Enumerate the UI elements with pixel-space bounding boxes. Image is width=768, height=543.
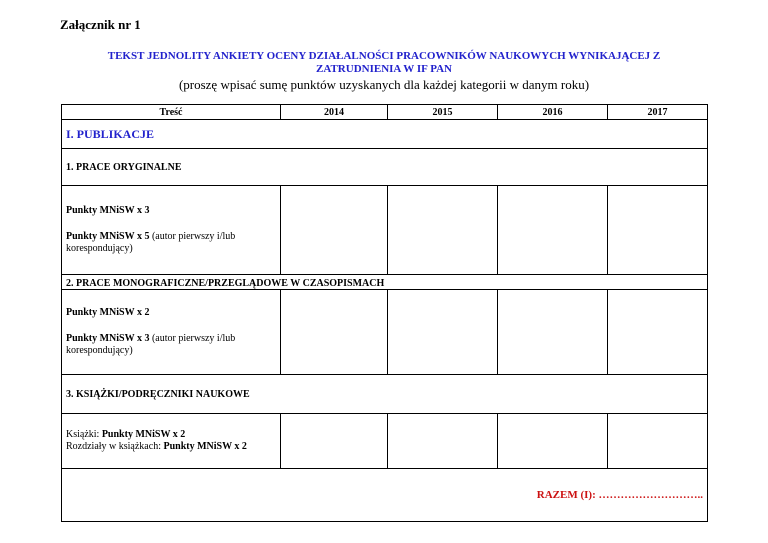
column-header-2015: 2015 [388,105,498,120]
books-2017-cell[interactable] [608,414,708,469]
monographic-points-label [62,290,281,375]
total-label: RAZEM (I): ……………………….. [536,489,703,501]
form-title [60,50,708,76]
monographic-points-row [62,290,708,375]
books-2014-cell[interactable] [281,414,388,469]
books-points-bold: Punkty MNiSW x 2 [101,429,186,440]
original-2017-cell[interactable] [608,186,708,275]
subsection-books-row [62,375,708,414]
column-header-2014: 2014 [281,105,388,120]
subsection-original-row [62,149,708,186]
column-header-content: Treść [62,105,281,120]
section-publications-row [62,120,708,149]
books-prefix: Książki: [66,429,102,440]
books-points-line-2 [66,441,276,453]
monographic-points-line-2-bold: Punkty MNiSW x 3 [66,333,150,344]
monographic-2017-cell[interactable] [608,290,708,375]
monographic-points-line-2 [66,333,276,357]
chapters-points-bold: Punkty MNiSW x 2 [163,441,247,452]
survey-table [61,104,708,522]
monographic-2016-cell[interactable] [498,290,608,375]
subsection-books-title: 3. KSIĄŻKI/PODRĘCZNIKI NAUKOWE [62,375,708,414]
original-points-line-1: Punkty MNiSW x 3 [66,205,150,216]
original-points-line-2-bold: Punkty MNiSW x 5 [66,231,150,242]
books-points-label [62,414,281,469]
original-2016-cell[interactable] [498,186,608,275]
section-publications-title: I. PUBLIKACJE [62,120,708,149]
form-subtitle: (proszę wpisać sumę punktów uzyskanych dla każdej kategorii w danym roku) [178,77,590,92]
original-points-label [62,186,281,275]
annex-label: Załącznik nr 1 [60,17,141,32]
chapters-prefix: Rozdziały w książkach: [66,441,164,452]
books-2015-cell[interactable] [388,414,498,469]
original-points-line-2-rest: (autor pierwszy i/lub korespondujący) [66,231,236,254]
original-2015-cell[interactable] [388,186,498,275]
monographic-2014-cell[interactable] [281,290,388,375]
books-points-row [62,414,708,469]
form-title-line-2: ZATRUDNIENIA W IF PAN [316,63,452,75]
original-points-row [62,186,708,275]
monographic-points-line-2-rest: (autor pierwszy i/lub korespondujący) [66,333,236,356]
subsection-original-title: 1. PRACE ORYGINALNE [62,149,708,186]
total-row [62,469,708,522]
column-header-2016: 2016 [498,105,608,120]
subsection-monographic-row [62,275,708,290]
column-header-2017: 2017 [608,105,708,120]
form-title-line-1: TEKST JEDNOLITY ANKIETY OCENY DZIAŁALNOŚCI PRACOWNIKÓW NAUKOWYCH WYNIKAJĄCEJ Z [107,50,661,62]
books-2016-cell[interactable] [498,414,608,469]
subsection-monographic-title: 2. PRACE MONOGRAFICZNE/PRZEGLĄDOWE W CZASOPISMACH [62,275,708,290]
table-header-row [62,105,708,120]
original-2014-cell[interactable] [281,186,388,275]
total-cell [62,469,708,522]
original-points-line-2 [66,231,276,255]
books-points-line-1 [66,429,276,441]
monographic-points-line-1: Punkty MNiSW x 2 [66,307,150,318]
monographic-2015-cell[interactable] [388,290,498,375]
